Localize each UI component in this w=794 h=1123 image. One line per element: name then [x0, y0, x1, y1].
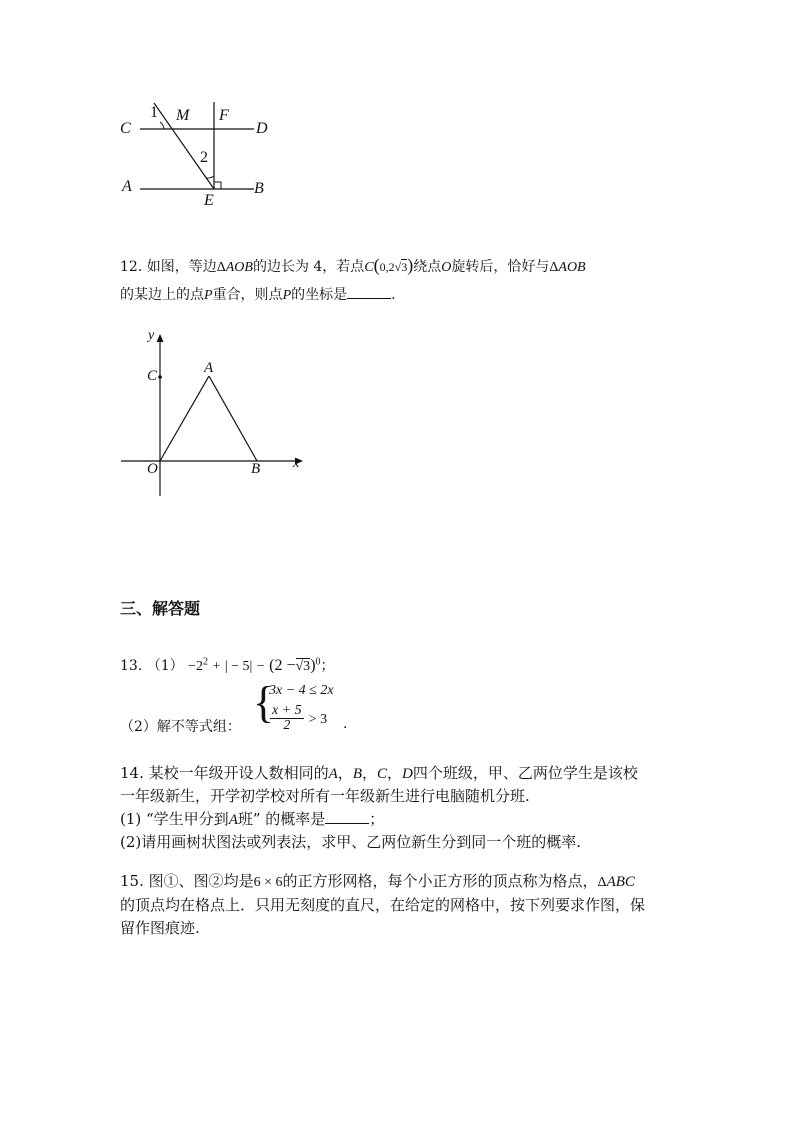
- q14-answer-blank[interactable]: [325, 811, 369, 824]
- q13-p1-minus: −: [188, 659, 196, 674]
- q14-class-d: D: [402, 766, 413, 782]
- q14-text1: 14. 某校一年级开设人数相同的: [120, 764, 329, 782]
- q13-part1-label: （1）: [146, 658, 184, 674]
- q15-line2: 的顶点均在格点上．只用无刻度的直尺，在给定的网格中，按下列要求作图，保: [120, 896, 646, 914]
- point-c-dot: [158, 375, 162, 379]
- q12-text7: 的坐标是: [291, 287, 348, 303]
- q12-p2: P: [282, 288, 292, 303]
- q14-sub1-text: (1) “学生甲分到: [120, 810, 229, 828]
- q14-class-b: B: [352, 766, 362, 782]
- q13-p1-minus2: −: [256, 659, 265, 674]
- q12-text5: 的某边上的点: [120, 287, 204, 303]
- q14-text1b: 四个班级，甲、乙两位学生是该校: [412, 764, 638, 782]
- q15-line1: [120, 870, 635, 891]
- q13-ineq2-frac: [270, 704, 304, 733]
- q14-comma2: ，: [361, 764, 377, 782]
- q12-text4: 旋转后，恰好与: [451, 259, 550, 275]
- q14-line1: [120, 762, 638, 783]
- q12-tri2: AOB: [558, 260, 586, 275]
- label-e: E: [204, 192, 214, 209]
- label-x-axis: x: [293, 456, 300, 471]
- label-origin-o: O: [147, 461, 158, 477]
- section-title: 三、解答题: [120, 599, 201, 618]
- q12-delta2: Δ: [549, 260, 559, 275]
- q13-ineq2-rhs: > 3: [308, 712, 328, 727]
- q14-class-c: C: [377, 766, 388, 782]
- q14-comma3: ，: [387, 764, 403, 782]
- q13-p1-close: ): [310, 657, 316, 674]
- q15-line3: 留作图痕迹.: [120, 919, 200, 937]
- q12-number: 12.: [120, 259, 143, 275]
- q12-text6: 重合，则点: [212, 287, 283, 303]
- q13-ineq2: [270, 704, 327, 733]
- q12-p: P: [204, 288, 213, 303]
- q12-point-c: C: [364, 260, 374, 275]
- q14-sub1-end: ；: [369, 810, 385, 828]
- q12-coord-open: (: [373, 255, 380, 275]
- q12-delta: Δ: [216, 260, 226, 275]
- q12-text8: .: [391, 287, 396, 303]
- q12-line2: [120, 284, 396, 304]
- angle-1-arc: [160, 122, 164, 129]
- system-brace: {: [253, 678, 275, 727]
- label-y-axis: y: [148, 328, 155, 343]
- q12-text2: 的边长为 4，若点: [252, 259, 365, 275]
- q14-sub1-a: A: [228, 812, 238, 828]
- q15-tri: ABC: [606, 874, 635, 890]
- q12-coord-sqrt: √: [394, 260, 402, 274]
- q12-coord-comma: ,: [385, 260, 389, 274]
- label-b: B: [254, 180, 264, 197]
- label-d: D: [256, 120, 268, 137]
- q14-class-a: A: [328, 766, 338, 782]
- label-point-a: A: [204, 360, 214, 376]
- q12-text1: 如图，等边: [146, 259, 217, 275]
- q13-end: .: [343, 716, 348, 732]
- q13-p1-abs: | − 5|: [224, 659, 253, 674]
- coordinate-figure: [115, 328, 315, 508]
- label-point-c: C: [147, 368, 158, 384]
- q12-text3: 绕点: [413, 259, 442, 275]
- q13-ineq2-num: x + 5: [272, 703, 302, 718]
- q14-sub2: (2)请用画树状图法或列表法，求甲、乙两位新生分到同一个班的概率.: [120, 833, 582, 851]
- q14-line2: 一年级新生，开学初学校对所有一年级新生进行电脑随机分班.: [120, 787, 530, 805]
- label-angle1: 1: [150, 104, 158, 121]
- q12-coord-zero: 0: [379, 260, 386, 274]
- q13-p1-sqrt: √3: [295, 659, 311, 674]
- side-oa: [160, 376, 209, 461]
- q12-answer-blank[interactable]: [347, 286, 391, 299]
- q13-p1-exp: 2: [203, 656, 208, 668]
- label-f: F: [219, 107, 229, 124]
- angle-2-arc: [206, 176, 214, 178]
- label-a: A: [122, 178, 132, 195]
- q12-coord-three: 3: [401, 260, 408, 274]
- label-point-b: B: [251, 461, 261, 477]
- q12-coord-close: ): [407, 255, 414, 275]
- q15-text1: 15. 图①、图②均是: [120, 872, 254, 890]
- q13-p1-end: ；: [320, 658, 335, 674]
- label-m: M: [176, 107, 190, 124]
- q13-part1: [120, 655, 335, 675]
- q12-tri: AOB: [225, 260, 253, 275]
- q13-p1-plus: +: [212, 659, 221, 674]
- q13-part2-label: （2）解不等式组：: [120, 719, 241, 735]
- q12-o: O: [441, 260, 452, 275]
- q13-p1-paren: (2 −: [269, 657, 296, 674]
- q13-p1-base: 2: [196, 659, 203, 674]
- label-c: C: [120, 120, 131, 137]
- q13-p1-exp0: 0: [315, 656, 321, 668]
- q13-ineq1: 3x − 4 ≤ 2x: [269, 683, 334, 698]
- q15-grid: 6 × 6: [253, 875, 283, 890]
- q12-line1: [120, 255, 586, 276]
- q13-number: 13.: [120, 658, 143, 674]
- label-angle2: 2: [200, 149, 208, 166]
- q14-comma1: ，: [337, 764, 353, 782]
- q14-sub1: [120, 808, 384, 829]
- side-ab: [209, 376, 257, 461]
- y-axis-arrow: [157, 334, 164, 342]
- q15-text2: 的正方形网格，每个小正方形的顶点称为格点，: [282, 872, 598, 890]
- q13-ineq2-den: 2: [283, 718, 291, 733]
- q15-delta: Δ: [597, 875, 607, 890]
- q12-coord-two: 2: [388, 260, 395, 274]
- right-angle-mark: [214, 182, 221, 189]
- q14-sub1-text2: 班” 的概率是: [237, 810, 326, 828]
